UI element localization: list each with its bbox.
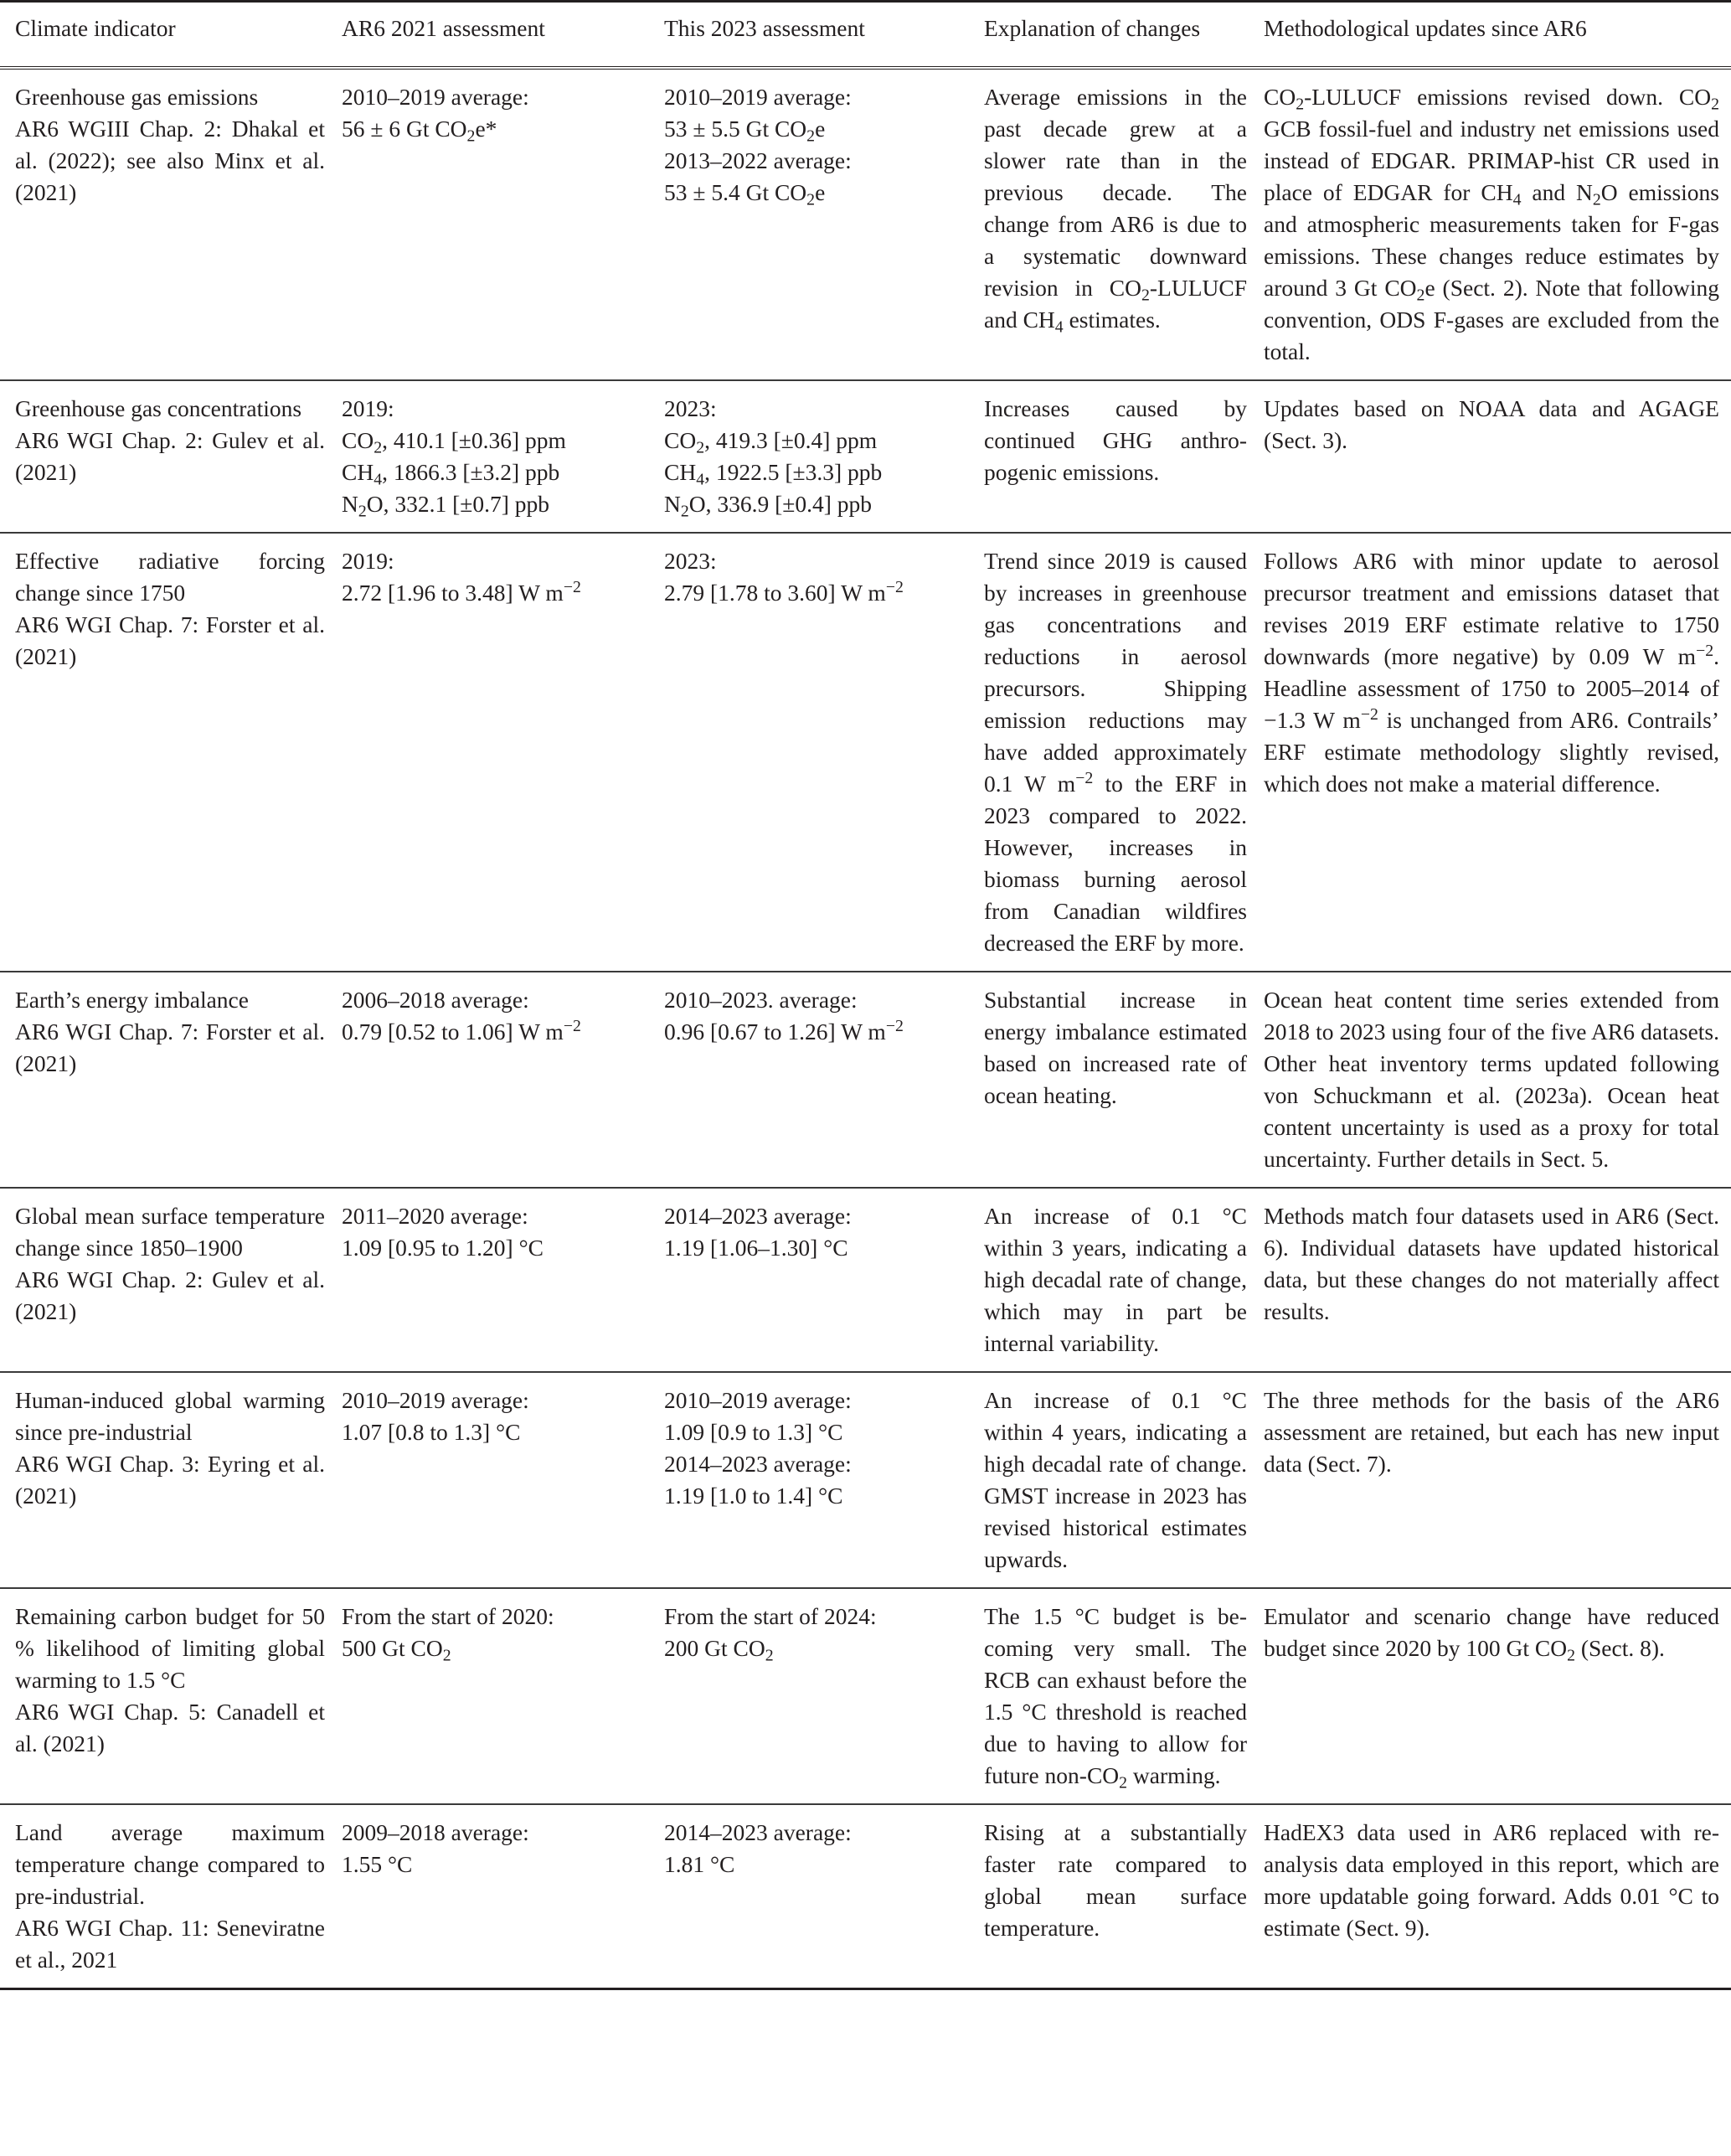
cell-this-assessment bbox=[656, 380, 976, 533]
table-row bbox=[0, 1804, 1731, 1989]
indicator-reference: AR6 WGI Chap. 3: Eyring et al. (2021) bbox=[15, 1451, 325, 1509]
cell-ar6-assessment bbox=[333, 1372, 656, 1588]
assessment-line: $N_2O$, 336.9 [±0.4] ppb bbox=[664, 491, 873, 521]
cell-climate-indicator bbox=[0, 68, 333, 380]
cell-methodological-updates bbox=[1255, 1588, 1731, 1804]
explanation-text: Average emissions in the past decade grew at a slower rate than in the previous decade. The change from AR6 is due to a systematic downward revision in $CO_2$-LULUCF and $CH_4$ estimates. bbox=[984, 84, 1247, 337]
assessment-line: 2023: bbox=[664, 548, 717, 574]
cell-ar6-assessment bbox=[333, 972, 656, 1188]
cell-ar6-assessment bbox=[333, 68, 656, 380]
assessment-line: 1.55 °C bbox=[342, 1851, 413, 1877]
assessment-line: 1.19 [1.06–1.30] °C bbox=[664, 1235, 848, 1261]
assessment-line: 1.81 °C bbox=[664, 1851, 735, 1877]
assessment-line: $CO_2$, 419.3 [±0.4] ppm bbox=[664, 427, 878, 457]
cell-climate-indicator bbox=[0, 1188, 333, 1372]
explanation-text: An increase of 0.1 °C within 4 years, indicating a high decadal rate of change. GMST increase in 2023 has revised historical estimates upwards. bbox=[984, 1387, 1247, 1572]
assessment-line: 0.96 [0.67 to 1.26] W $m^{-2}$ bbox=[664, 1017, 904, 1044]
cell-explanation-of-changes bbox=[976, 1188, 1255, 1372]
explanation-text: Substantial increase in energy imbalance estimated based on increased rate of ocean heating. bbox=[984, 987, 1247, 1108]
assessment-line: 2010–2019 average: bbox=[664, 1387, 852, 1413]
indicator-name: Greenhouse gas concentrations bbox=[15, 395, 302, 421]
indicator-name: Greenhouse gas emissions bbox=[15, 84, 259, 110]
assessment-line: $N_2O$, 332.1 [±0.7] ppb bbox=[342, 491, 550, 521]
header-methodological-updates: Methodological updates since AR6 bbox=[1264, 15, 1587, 41]
explanation-text: Increases caused by continued GHG anthropogenic emissions. bbox=[984, 395, 1247, 485]
header-row bbox=[0, 2, 1731, 69]
indicator-name: Human-induced global warming since pre-industrial bbox=[15, 1387, 325, 1445]
assessment-line: 0.79 [0.52 to 1.06] W $m^{-2}$ bbox=[342, 1017, 581, 1044]
table-row bbox=[0, 68, 1731, 380]
assessment-line: 2014–2023 average: bbox=[664, 1819, 852, 1845]
explanation-text: Rising at a substantially faster rate compared to global mean surface temperature. bbox=[984, 1819, 1247, 1941]
assessment-line: 2014–2023 average: bbox=[664, 1451, 852, 1477]
assessment-line: 2006–2018 average: bbox=[342, 987, 529, 1013]
assessment-line: 2010–2019 average: bbox=[342, 84, 529, 110]
table-row bbox=[0, 972, 1731, 1188]
indicator-name: Effective radiative forcing change since 1750 bbox=[15, 548, 325, 606]
cell-climate-indicator bbox=[0, 380, 333, 533]
cell-this-assessment bbox=[656, 533, 976, 972]
cell-climate-indicator bbox=[0, 1804, 333, 1989]
assessment-line: 2011–2020 average: bbox=[342, 1203, 528, 1229]
assessment-line: 1.09 [0.9 to 1.3] °C bbox=[664, 1419, 843, 1445]
cell-this-assessment bbox=[656, 1804, 976, 1989]
assessment-line: 500 Gt $CO_2$ bbox=[342, 1635, 451, 1665]
methodology-text: Emulator and scenario change have reduced budget since 2020 by 100 Gt $CO_2$ (Sect. 8). bbox=[1264, 1603, 1719, 1665]
methodology-text: Methods match four datasets used in AR6 (Sect. 6). Individual datasets have updated historical data, but these changes do not materially affect results. bbox=[1264, 1203, 1719, 1324]
assessment-line: $CH_4$, 1922.5 [±3.3] ppb bbox=[664, 459, 883, 489]
methodology-text: $CO_2$-LULUCF emissions revised down. $CO_2$ GCB fossil-fuel and industry net emissions used instead of EDGAR. PRIMAP-hist CR used in place of EDGAR for $CH_4$ and $N_2O$ emissions and atmospheric measurements taken for F-gas emissions. These changes reduce estimates by around 3 Gt $CO_2e$ (Sect. 2). Note that following convention, ODS F-gases are excluded from the total. bbox=[1264, 84, 1720, 364]
indicator-reference: AR6 WGI Chap. 7: Forster et al. (2021) bbox=[15, 611, 325, 669]
assessment-line: 2010–2019 average: bbox=[664, 84, 852, 110]
methodology-text: HadEX3 data used in AR6 replaced with reanalysis data employed in this report, which are more updatable going forward. Adds 0.01 °C to estimate (Sect. 9). bbox=[1264, 1819, 1719, 1941]
cell-ar6-assessment bbox=[333, 380, 656, 533]
assessment-line: 2010–2023. average: bbox=[664, 987, 858, 1013]
cell-methodological-updates bbox=[1255, 1804, 1731, 1989]
indicator-reference: AR6 WGI Chap. 5: Canadell et al. (2021) bbox=[15, 1699, 325, 1756]
header-ar6-assessment: AR6 2021 assessment bbox=[342, 15, 545, 41]
header-climate-indicator: Climate indicator bbox=[15, 15, 176, 41]
cell-explanation-of-changes bbox=[976, 972, 1255, 1188]
cell-explanation-of-changes bbox=[976, 1588, 1255, 1804]
cell-methodological-updates bbox=[1255, 1188, 1731, 1372]
cell-explanation-of-changes bbox=[976, 1372, 1255, 1588]
cell-this-assessment bbox=[656, 1188, 976, 1372]
indicator-reference: AR6 WGI Chap. 2: Gulev et al. (2021) bbox=[15, 427, 325, 485]
cell-climate-indicator bbox=[0, 533, 333, 972]
indicator-name: Global mean surface temperature change since 1850–1900 bbox=[15, 1203, 325, 1261]
cell-ar6-assessment bbox=[333, 1804, 656, 1989]
table-row bbox=[0, 380, 1731, 533]
cell-climate-indicator bbox=[0, 1372, 333, 1588]
table-row bbox=[0, 1188, 1731, 1372]
indicator-name: Land average maximum temperature change compared to pre-industrial. bbox=[15, 1819, 325, 1909]
cell-explanation-of-changes bbox=[976, 380, 1255, 533]
cell-methodological-updates bbox=[1255, 68, 1731, 380]
assessment-line: 53 ± 5.5 Gt $CO_2e$ bbox=[664, 116, 826, 146]
indicator-reference: AR6 WGIII Chap. 2: Dhakal et al. (2022); see also Minx et al. (2021) bbox=[15, 116, 325, 205]
cell-methodological-updates bbox=[1255, 380, 1731, 533]
methodology-text: Follows AR6 with minor update to aerosol precursor treatment and emissions dataset that revises 2019 ERF estimate relative to 1750 downwards (more negative) by 0.09 W $m^{-2}$. Headline assessment of 1750 to 2005–2014 of −1.3 W $m^{-2}$ is unchanged from AR6. Contrails’ ERF estimate methodology slightly revised, which does not make a material difference. bbox=[1264, 548, 1719, 797]
assessment-line: 2.79 [1.78 to 3.60] W $m^{-2}$ bbox=[664, 578, 904, 606]
indicator-reference: AR6 WGI Chap. 7: Forster et al. (2021) bbox=[15, 1019, 325, 1076]
indicator-reference: AR6 WGI Chap. 2: Gulev et al. (2021) bbox=[15, 1266, 325, 1324]
assessment-line: 53 ± 5.4 Gt $CO_2e$ bbox=[664, 179, 826, 209]
methodology-text: Ocean heat content time series extended from 2018 to 2023 using four of the five AR6 datasets. Other heat inventory terms updated following von Schuckmann et al. (2023a). Ocean heat content uncertainty is used as a proxy for total uncertainty. Further details in Sect. 5. bbox=[1264, 987, 1719, 1172]
table-row bbox=[0, 1588, 1731, 1804]
assessment-line: 1.07 [0.8 to 1.3] °C bbox=[342, 1419, 521, 1445]
header-this-assessment: This 2023 assessment bbox=[664, 15, 865, 41]
explanation-text: The 1.5 °C budget is becoming very small. The RCB can exhaust before the 1.5 °C threshold is reached due to having to allow for future non-$CO_2$ warming. bbox=[984, 1603, 1247, 1792]
methodology-text: The three methods for the basis of the AR6 assessment are retained, but each has new input data (Sect. 7). bbox=[1264, 1387, 1719, 1477]
cell-methodological-updates bbox=[1255, 972, 1731, 1188]
assessment-line: 2010–2019 average: bbox=[342, 1387, 529, 1413]
explanation-text: An increase of 0.1 °C within 3 years, indicating a high decadal rate of change, which may in part be internal variability. bbox=[984, 1203, 1247, 1356]
cell-climate-indicator bbox=[0, 1588, 333, 1804]
cell-climate-indicator bbox=[0, 972, 333, 1188]
assessment-line: 2013–2022 average: bbox=[664, 147, 852, 173]
assessment-line: 2009–2018 average: bbox=[342, 1819, 529, 1845]
assessment-line: $CO_2$, 410.1 [±0.36] ppm bbox=[342, 427, 566, 457]
cell-this-assessment bbox=[656, 972, 976, 1188]
indicator-name: Earth’s energy imbalance bbox=[15, 987, 249, 1013]
cell-this-assessment bbox=[656, 1372, 976, 1588]
assessment-line: From the start of 2024: bbox=[664, 1603, 877, 1629]
cell-explanation-of-changes bbox=[976, 1804, 1255, 1989]
table-row bbox=[0, 1372, 1731, 1588]
table-header bbox=[0, 2, 1731, 69]
explanation-text: Trend since 2019 is caused by increases in greenhouse gas concentrations and reductions in aerosol precursors. Shipping emission reductions may have added approximately 0.1 W $m^{-2}$ to the ERF in 2023 compared to 2022. However, increases in biomass burning aerosol from Canadian wildfires decreased the ERF by more. bbox=[984, 548, 1247, 956]
assessment-line: 2014–2023 average: bbox=[664, 1203, 852, 1229]
assessment-line: 1.19 [1.0 to 1.4] °C bbox=[664, 1483, 843, 1509]
assessment-line: 56 ± 6 Gt $CO_2e*$ bbox=[342, 116, 497, 146]
assessment-line: 2019: bbox=[342, 548, 394, 574]
indicator-name: Remaining carbon budget for 50 % likelihood of limiting global warming to 1.5 °C bbox=[15, 1603, 325, 1693]
assessment-line: 200 Gt $CO_2$ bbox=[664, 1635, 774, 1665]
header-explanation-of-changes: Explanation of changes bbox=[984, 15, 1201, 41]
cell-this-assessment bbox=[656, 1588, 976, 1804]
indicator-reference: AR6 WGI Chap. 11: Seneviratne et al., 2021 bbox=[15, 1915, 325, 1973]
cell-explanation-of-changes bbox=[976, 533, 1255, 972]
assessment-line: 2.72 [1.96 to 3.48] W $m^{-2}$ bbox=[342, 578, 581, 606]
methodology-text: Updates based on NOAA data and AGAGE (Sect. 3). bbox=[1264, 395, 1719, 453]
assessment-line: 1.09 [0.95 to 1.20] °C bbox=[342, 1235, 544, 1261]
table-body bbox=[0, 68, 1731, 1989]
cell-ar6-assessment bbox=[333, 1188, 656, 1372]
assessment-line: From the start of 2020: bbox=[342, 1603, 554, 1629]
cell-ar6-assessment bbox=[333, 1588, 656, 1804]
table-row bbox=[0, 533, 1731, 972]
assessment-line: $CH_4$, 1866.3 [±3.2] ppb bbox=[342, 459, 560, 489]
assessment-line: 2019: bbox=[342, 395, 394, 421]
cell-methodological-updates bbox=[1255, 533, 1731, 972]
cell-methodological-updates bbox=[1255, 1372, 1731, 1588]
cell-this-assessment bbox=[656, 68, 976, 380]
cell-ar6-assessment bbox=[333, 533, 656, 972]
cell-explanation-of-changes bbox=[976, 68, 1255, 380]
assessment-line: 2023: bbox=[664, 395, 717, 421]
